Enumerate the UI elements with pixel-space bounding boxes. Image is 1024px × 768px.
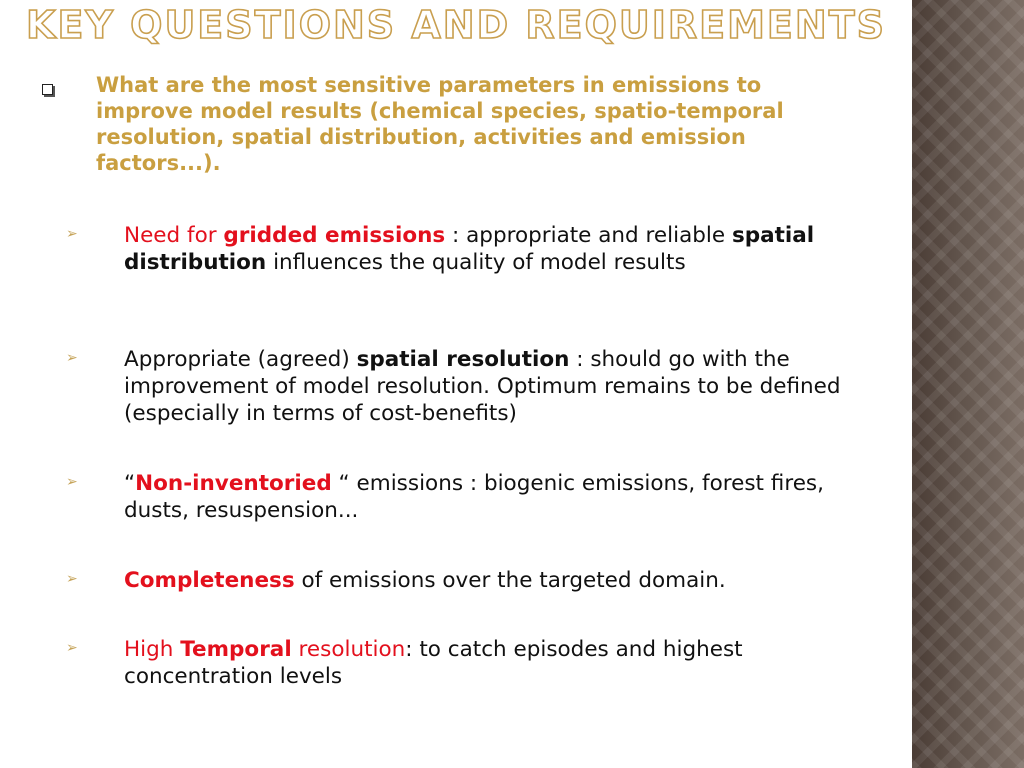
emphasis-spatial-distribution: spatial distribution	[124, 223, 815, 275]
text-run: influences the quality of model results	[266, 250, 686, 275]
emphasis-non-inventoried: Non-inventoried	[135, 471, 332, 496]
emphasis-gridded-emissions: gridded emissions	[223, 223, 446, 248]
arrow-bullet-icon: ➢	[66, 640, 78, 656]
emphasis-temporal: Temporal	[180, 637, 292, 662]
text-run: Appropriate (agreed)	[124, 347, 357, 372]
text-run: of emissions over the targeted domain.	[294, 568, 726, 593]
text-run: “	[124, 471, 136, 496]
arrow-bullet-icon: ➢	[66, 350, 78, 366]
text-run: High	[124, 637, 181, 662]
sub-bullet-temporal-resolution	[64, 636, 864, 690]
main-bullet-text: What are the most sensitive parameters in emissions to improve model results (chemical species, spatio-temporal resolution, spatial distribution, activities and emission factors...).	[96, 73, 784, 175]
sub-bullet-completeness	[64, 567, 864, 594]
text-run: “ emissions : biogenic emissions, forest fires, dusts, resuspension...	[124, 471, 824, 523]
square-bullet-icon	[42, 84, 53, 95]
main-bullet	[36, 72, 836, 176]
sub-bullet-text	[124, 636, 864, 690]
sub-bullet-text	[124, 346, 864, 427]
sub-bullet-non-inventoried	[64, 470, 864, 524]
decorative-side-band	[912, 0, 1024, 768]
emphasis-spatial-resolution: spatial resolution	[356, 347, 570, 372]
sub-bullet-text	[124, 567, 864, 594]
text-run: : to catch episodes and highest concentration levels	[124, 637, 743, 689]
sub-bullet-gridded-emissions	[64, 222, 864, 276]
arrow-bullet-icon: ➢	[66, 474, 78, 490]
slide-title: KEY QUESTIONS AND REQUIREMENTS	[26, 3, 886, 47]
text-run: : appropriate and reliable	[445, 223, 732, 248]
arrow-bullet-icon: ➢	[66, 226, 78, 242]
sub-bullet-text	[124, 222, 864, 276]
sub-bullet-text	[124, 470, 864, 524]
arrow-bullet-icon: ➢	[66, 571, 78, 587]
sub-bullet-list	[64, 222, 864, 689]
sub-bullet-spatial-resolution	[64, 346, 864, 427]
text-run: Need for	[124, 223, 224, 248]
text-run: : should go with the improvement of model resolution. Optimum remains to be defined (especially in terms of cost-benefits)	[124, 347, 841, 426]
text-run: resolution	[291, 637, 406, 662]
emphasis-completeness: Completeness	[124, 568, 295, 593]
